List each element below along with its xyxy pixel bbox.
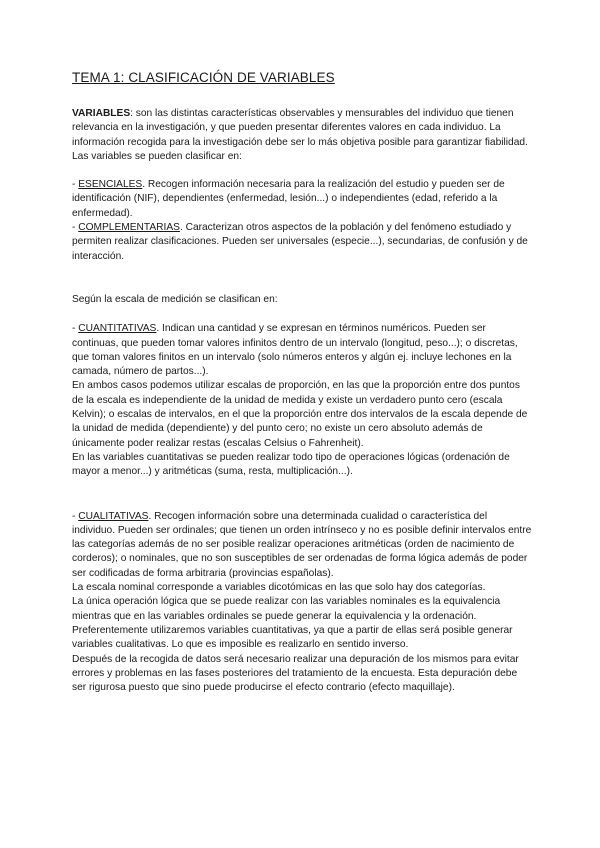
complementarias-paragraph: [72, 221, 532, 264]
esenciales-term: ESENCIALES: [78, 179, 143, 191]
list-dash: -: [72, 510, 79, 522]
depuracion-paragraph: Después de la recogida de datos será necesario realizar una depuración de los mismos para evitar errores y problemas en las fases posteriores del tratamiento de la encuesta. Esta depuración debe ser rigurosa puesto que sino puede producirse el efecto contrario (efecto maquillaje).: [72, 653, 519, 694]
esenciales-text: . Recogen información necesaria para la realización del estudio y pueden ser de identificación (NIF), dependientes (enfermedad, lesión...) o independientes (edad, referido a la enfermedad).: [72, 179, 505, 219]
escala-lead: Según la escala de medición se clasifican en:: [72, 293, 278, 305]
cualitativas-term: CUALITATIVAS: [78, 510, 149, 522]
operaciones-paragraph: En las variables cuantitativas se pueden realizar todo tipo de operaciones lógicas (ordenación de mayor a menor...) y aritméticas (suma, resta, multiplicación...).: [72, 451, 510, 478]
complementarias-text: . Caracterizan otros aspectos de la población y del fenómeno estudiado y permiten realizar clasificaciones. Pueden ser universales (especie...), secundarias, de confusión y de interacción.: [72, 222, 528, 262]
document-title: TEMA 1: CLASIFICACIÓN DE VARIABLES: [72, 70, 335, 85]
list-dash: -: [72, 222, 79, 234]
equivalencia-paragraph: La única operación lógica que se puede realizar con las variables nominales es la equivalencia mientras que en las variables ordinales se puede generar la equivalencia y la ordenación.: [72, 596, 501, 622]
cualitativas-text: . Recogen información sobre una determinada cualidad o característica del individuo. Pueden ser ordinales; que tienen un orden intrínseco y no es posible definir intervalos entre las categorías además de no ser posible realizar operaciones aritméticas (orden de nacimiento de corderos); o nominales, que no son susceptibles de ser ordenadas de forma lógica además de poder ser codificadas de forma arbitraria (provincias españolas).: [72, 510, 532, 579]
nominal-paragraph: La escala nominal corresponde a variables dicotómicas en las que solo hay dos categorías.: [72, 582, 486, 594]
cualitativas-paragraph: [72, 510, 532, 581]
classification-lead: Las variables se pueden clasificar en:: [72, 150, 242, 162]
cuantitativas-paragraph: [72, 322, 532, 379]
escalas-paragraph: En ambos casos podemos utilizar escalas de proporción, en las que la proporción entre dos puntos de la escala es independiente de la unidad de medida y existe un verdadero punto cero (escala Kelvin); o escalas de intervalos, en el que la proporción entre dos intervalos de la escala depende de la unidad de medida (dependiente) y del punto cero; no existe un cero absoluto además de únicamente poder realizar restas (escalas Celsius o Fahrenheit).: [72, 380, 528, 449]
intro-paragraph: [72, 107, 532, 150]
document-page: [72, 70, 532, 695]
preferencia-paragraph: Preferentemente utilizaremos variables cuantitativas, ya que a partir de ellas será posible generar variables cualitativas. Lo que es imposible es realizarlo en sentido inverso.: [72, 624, 513, 651]
cuantitativas-term: CUANTITATIVAS: [78, 323, 157, 335]
complementarias-term: COMPLEMENTARIAS: [78, 222, 180, 234]
variables-definition: : son las distintas características observables y mensurables del individuo que tienen relevancia en la investigación, y que pueden presentar diferentes valores en cada individuo. La información recogida para la investigación debe ser lo más objetiva posible para garantizar fiabilidad.: [72, 108, 528, 148]
list-dash: -: [72, 323, 79, 335]
list-dash: -: [72, 179, 79, 191]
variables-term: VARIABLES: [72, 108, 131, 119]
cuantitativas-text: . Indican una cantidad y se expresan en términos numéricos. Pueden ser continuas, que pueden tomar valores infinitos dentro de un intervalo (longitud, peso...); o discretas, que toman valores finitos en un intervalo (solo números enteros y algún ej. incluye lechones en la camada, número de partos...).: [72, 323, 518, 378]
esenciales-paragraph: [72, 178, 532, 221]
